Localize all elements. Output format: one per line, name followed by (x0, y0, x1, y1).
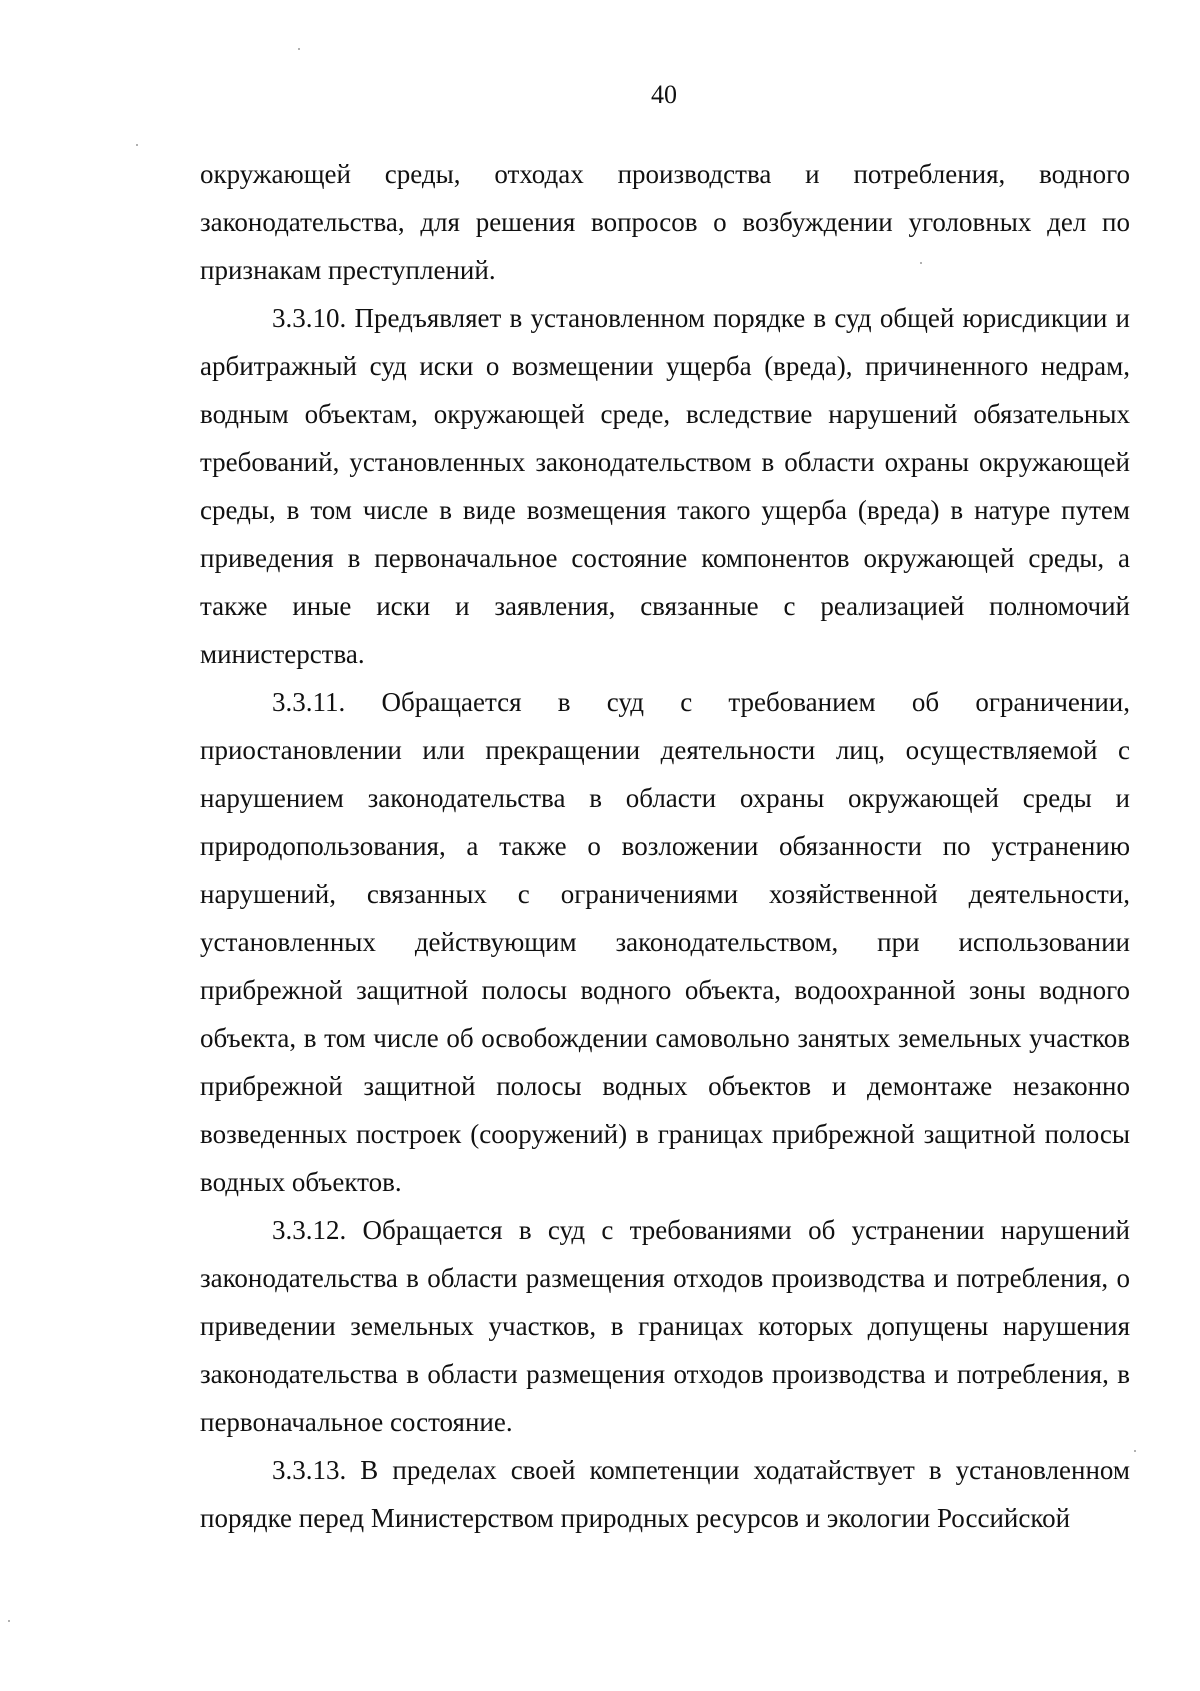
document-body (200, 150, 1130, 1542)
paragraph-3-3-10: 3.3.10. Предъявляет в установленном порядке в суд общей юрисдикции и арбитражный суд иски о возмещении ущерба (вреда), причиненного недрам, водным объектам, окружающей среде, вследствие нарушений обязательных требований, установленных законодательством в области охраны окружающей среды, в том числе в виде возмещения такого ущерба (вреда) в натуре путем приведения в первоначальное состояние компонентов окружающей среды, а также иные иски и заявления, связанные с реализацией полномочий министерства. (200, 303, 1130, 669)
paragraph-3-3-13: 3.3.13. В пределах своей компетенции ходатайствует в установленном порядке перед Министерством природных ресурсов и экологии Российской (200, 1455, 1130, 1533)
paragraph-3-3-11: 3.3.11. Обращается в суд с требованием об ограничении, приостановлении или прекращении деятельности лиц, осуществляемой с нарушением законодательства в области охраны окружающей среды и природопользования, а также о возложении обязанности по устранению нарушений, связанных с ограничениями хозяйственной деятельности, установленных действующим законодательством, при использовании прибрежной защитной полосы водного объекта, водоохранной зоны водного объекта, в том числе об освобождении самовольно занятых земельных участков прибрежной защитной полосы водных объектов и демонтаже незаконно возведенных построек (сооружений) в границах прибрежной защитной полосы водных объектов. (200, 687, 1130, 1197)
page-number: 40 (651, 80, 677, 109)
paragraph-continuation: окружающей среды, отходах производства и потребления, водного законодательства, для решения вопросов о возбуждении уголовных дел по признакам преступлений. (200, 159, 1130, 285)
scan-speck (8, 1620, 10, 1622)
scan-speck (298, 48, 300, 50)
scan-speck (1134, 1450, 1136, 1452)
scan-speck (136, 144, 138, 146)
paragraph-3-3-12: 3.3.12. Обращается в суд с требованиями об устранении нарушений законодательства в области размещения отходов производства и потребления, о приведении земельных участков, в границах которых допущены нарушения законодательства в области размещения отходов производства и потребления, в первоначальное состояние. (200, 1215, 1130, 1437)
scan-speck (920, 262, 922, 264)
